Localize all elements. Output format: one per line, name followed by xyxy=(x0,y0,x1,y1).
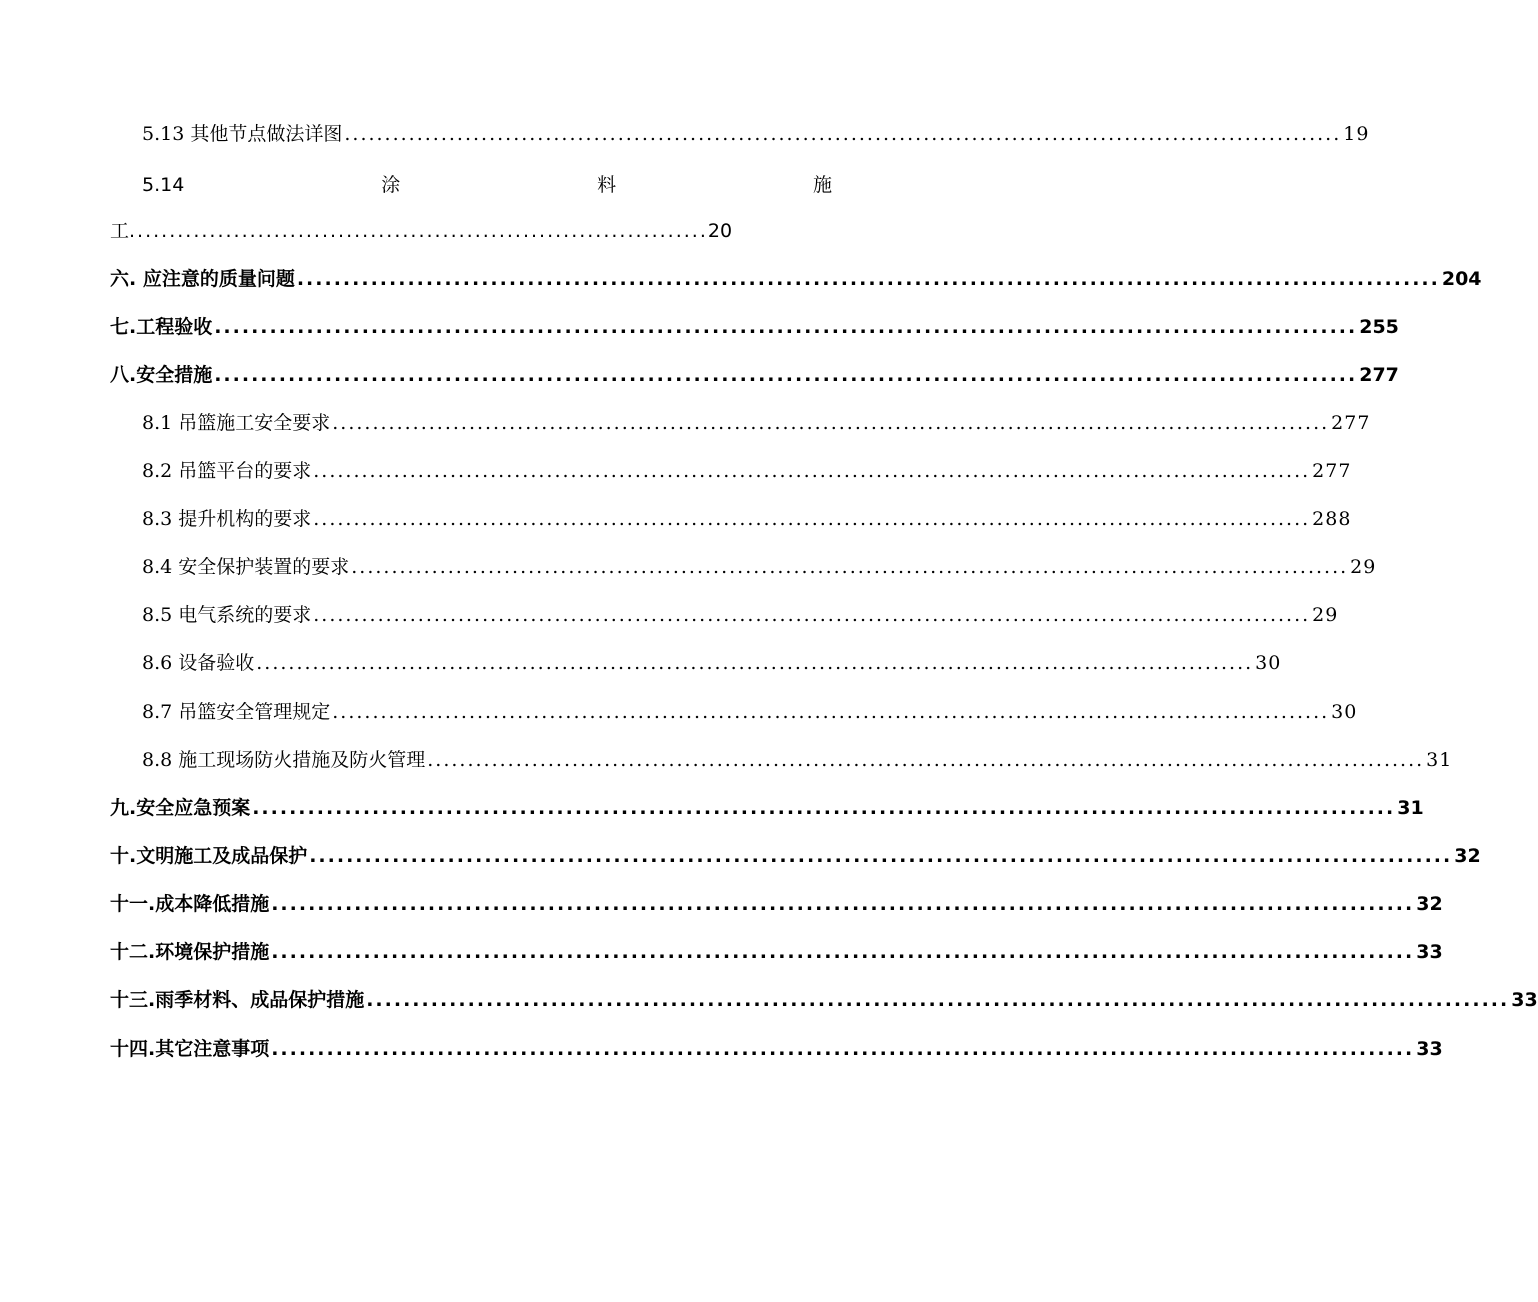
toc-entry-label: 六. 应注意的质量问题 xyxy=(110,268,295,290)
dot-leader: ............................................................................................................................ xyxy=(366,989,1510,1011)
dot-leader: ............................................................................................................................ xyxy=(313,604,1311,626)
toc-entry-5-13[interactable] xyxy=(142,119,1370,149)
toc-page-number: 277 xyxy=(1312,460,1352,482)
toc-page-number: 277 xyxy=(1331,412,1371,434)
toc-entry-label: 八.安全措施 xyxy=(110,364,213,386)
dot-leader: ............................................................................................................................ xyxy=(427,749,1425,771)
toc-entry-label: 8.6 设备验收 xyxy=(142,652,255,674)
toc-page-number: 30 xyxy=(1255,652,1282,674)
toc-entry-label: 十一.成本降低措施 xyxy=(110,893,270,915)
toc-entry-label: 8.2 吊篮平台的要求 xyxy=(142,460,312,482)
toc-entry-label: 十四.其它注意事项 xyxy=(110,1038,270,1060)
toc-page-number: 19 xyxy=(1343,123,1370,145)
toc-entry-label: 8.4 安全保护装置的要求 xyxy=(142,556,350,578)
toc-page-number: 204 xyxy=(1441,268,1482,290)
toc-entry-number: 5.14 xyxy=(142,174,185,196)
toc-entry-12[interactable] xyxy=(110,937,1443,967)
toc-entry-6[interactable] xyxy=(110,264,1482,294)
toc-page-number: 29 xyxy=(1312,604,1339,626)
toc-entry-label: 七.工程验收 xyxy=(110,316,213,338)
toc-page-number: 32 xyxy=(1454,845,1481,867)
toc-page-number: 31 xyxy=(1397,797,1424,819)
dot-leader: ............................................................................................................................ xyxy=(313,508,1311,530)
dot-leader: ............................................................................................................................ xyxy=(252,797,1396,819)
toc-entry-label: 十三.雨季材料、成品保护措施 xyxy=(110,989,365,1011)
dot-leader: ............................................................................................................................ xyxy=(271,893,1415,915)
toc-entry-label: 8.7 吊篮安全管理规定 xyxy=(142,701,331,723)
toc-entry-8-5[interactable] xyxy=(142,600,1339,630)
dot-leader: ............................................................................................................................ xyxy=(309,845,1453,867)
toc-entry-9[interactable] xyxy=(110,793,1424,823)
toc-entry-5-14-line2[interactable] xyxy=(110,216,732,246)
toc-page-number: 33 xyxy=(1416,1038,1443,1060)
toc-page-number: 29 xyxy=(1350,556,1377,578)
toc-entry-label: 8.1 吊篮施工安全要求 xyxy=(142,412,331,434)
toc-entry-8-3[interactable] xyxy=(142,504,1352,534)
dot-leader: ........................................................................ xyxy=(129,220,708,242)
dot-leader: ............................................................................................................................ xyxy=(214,364,1358,386)
toc-entry-8-2[interactable] xyxy=(142,456,1352,486)
toc-entry-word: 施 xyxy=(812,174,832,196)
toc-page-number: 30 xyxy=(1331,701,1358,723)
dot-leader: ............................................................................................................................ xyxy=(271,1038,1415,1060)
toc-entry-continuation: 工 xyxy=(110,220,130,242)
dot-leader: ............................................................................................................................ xyxy=(332,701,1330,723)
dot-leader: ............................................................................................................................ xyxy=(332,412,1330,434)
toc-entry-8[interactable] xyxy=(110,360,1399,390)
toc-entry-8-6[interactable] xyxy=(142,648,1282,678)
toc-entry-8-7[interactable] xyxy=(142,697,1358,727)
toc-entry-label: 8.8 施工现场防火措施及防火管理 xyxy=(142,749,426,771)
toc-page-number: 255 xyxy=(1359,316,1399,338)
toc-entry-label: 十.文明施工及成品保护 xyxy=(110,845,308,867)
toc-entry-11[interactable] xyxy=(110,889,1443,919)
toc-page-number: 33 xyxy=(1416,941,1443,963)
toc-page-number: 31 xyxy=(1426,749,1453,771)
toc-entry-14[interactable] xyxy=(110,1034,1443,1064)
toc-entry-label: 8.3 提升机构的要求 xyxy=(142,508,312,530)
toc-entry-word: 料 xyxy=(597,174,617,196)
toc-page-number: 288 xyxy=(1312,508,1352,530)
toc-entry-10[interactable] xyxy=(110,841,1481,871)
dot-leader: ............................................................................................................................ xyxy=(214,316,1358,338)
dot-leader: ............................................................................................................................ xyxy=(351,556,1349,578)
toc-entry-label: 5.13 其他节点做法详图 xyxy=(142,123,343,145)
toc-entry-label: 8.5 电气系统的要求 xyxy=(142,604,312,626)
dot-leader: ............................................................................................................................ xyxy=(344,123,1342,145)
toc-entry-13[interactable] xyxy=(110,985,1538,1015)
toc-page-number: 33 xyxy=(1511,989,1538,1011)
toc-page-number: 32 xyxy=(1416,893,1443,915)
toc-page-number: 20 xyxy=(707,220,733,242)
toc-page-number: 277 xyxy=(1359,364,1399,386)
toc-entry-8-8[interactable] xyxy=(142,745,1453,775)
toc-entry-8-4[interactable] xyxy=(142,552,1377,582)
dot-leader: ............................................................................................................................ xyxy=(313,460,1311,482)
toc-entry-label: 九.安全应急预案 xyxy=(110,797,251,819)
dot-leader: ............................................................................................................................ xyxy=(271,941,1415,963)
dot-leader: ............................................................................................................................ xyxy=(296,268,1440,290)
dot-leader: ............................................................................................................................ xyxy=(256,652,1254,674)
toc-entry-7[interactable] xyxy=(110,312,1399,342)
toc-entry-label: 十二.环境保护措施 xyxy=(110,941,270,963)
toc-entry-5-14-line1[interactable] xyxy=(142,170,832,200)
toc-entry-word: 涂 xyxy=(381,174,401,196)
toc-entry-8-1[interactable] xyxy=(142,408,1371,438)
